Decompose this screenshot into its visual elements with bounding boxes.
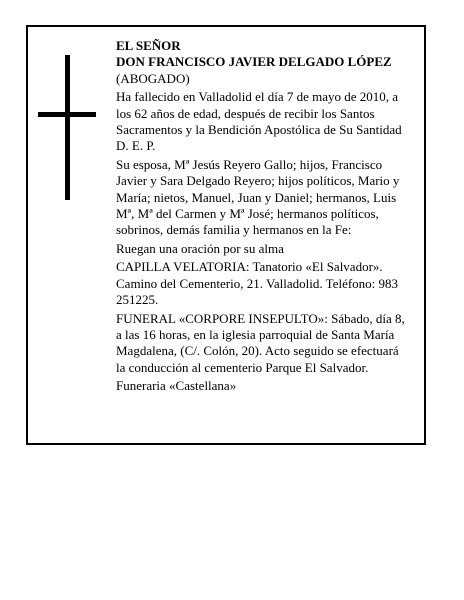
funeral-home: Funeraria «Castellana» bbox=[116, 378, 237, 394]
death-line: los 62 años de edad, después de recibir los Santos bbox=[116, 105, 375, 121]
family-line: Mª, Mª del Carmen y Mª José; hermanos políticos, bbox=[116, 206, 379, 222]
obituary-notice bbox=[26, 25, 426, 445]
cross-icon bbox=[38, 55, 96, 200]
chapel-line: Camino del Cementerio, 21. Valladolid. Teléfono: 983 bbox=[116, 275, 399, 291]
deceased-profession: (ABOGADO) bbox=[116, 70, 190, 86]
family-line: Javier y Sara Delgado Reyero; hijos políticos, Mario y bbox=[116, 173, 400, 189]
notice-text bbox=[116, 38, 416, 395]
prayer-request: Ruegan una oración por su alma bbox=[116, 240, 284, 256]
header-block bbox=[116, 38, 416, 87]
chapel-line: 251225. bbox=[116, 292, 159, 308]
family-list bbox=[116, 157, 416, 239]
funeral-line: a las 16 horas, en la iglesia parroquial de Santa María bbox=[116, 326, 395, 342]
death-line: Ha fallecido en Valladolid el día 7 de mayo de 2010, a bbox=[116, 89, 399, 105]
chapel-line: CAPILLA VELATORIA: Tanatorio «El Salvador». bbox=[116, 259, 383, 275]
death-line: Sacramentos y la Bendición Apostólica de Su Santidad bbox=[116, 122, 402, 138]
cross-horizontal-bar bbox=[38, 112, 96, 117]
prayer-request-block bbox=[116, 241, 416, 257]
family-line: Su esposa, Mª Jesús Reyero Gallo; hijos, Francisco bbox=[116, 156, 383, 172]
family-line: sobrinos, demás familia y hermanos en la Fe: bbox=[116, 222, 352, 238]
deceased-name: DON FRANCISCO JAVIER DELGADO LÓPEZ bbox=[116, 54, 392, 70]
funeral-line: la conducción al cementerio Parque El Salvador. bbox=[116, 359, 369, 375]
funeral-line: Magdalena, (C/. Colón, 20). Acto seguido se efectuará bbox=[116, 343, 399, 359]
chapel-info bbox=[116, 259, 416, 308]
death-announcement bbox=[116, 89, 416, 155]
notice-title: EL SEÑOR bbox=[116, 38, 181, 53]
funeral-info bbox=[116, 311, 416, 377]
death-line: D. E. P. bbox=[116, 138, 156, 154]
cross-vertical-bar bbox=[65, 55, 70, 200]
funeral-home-block bbox=[116, 378, 416, 394]
family-line: María; nietos, Manuel, Juan y Daniel; hermanos, Luis bbox=[116, 189, 397, 205]
funeral-line: FUNERAL «CORPORE INSEPULTO»: Sábado, día 8, bbox=[116, 310, 405, 326]
